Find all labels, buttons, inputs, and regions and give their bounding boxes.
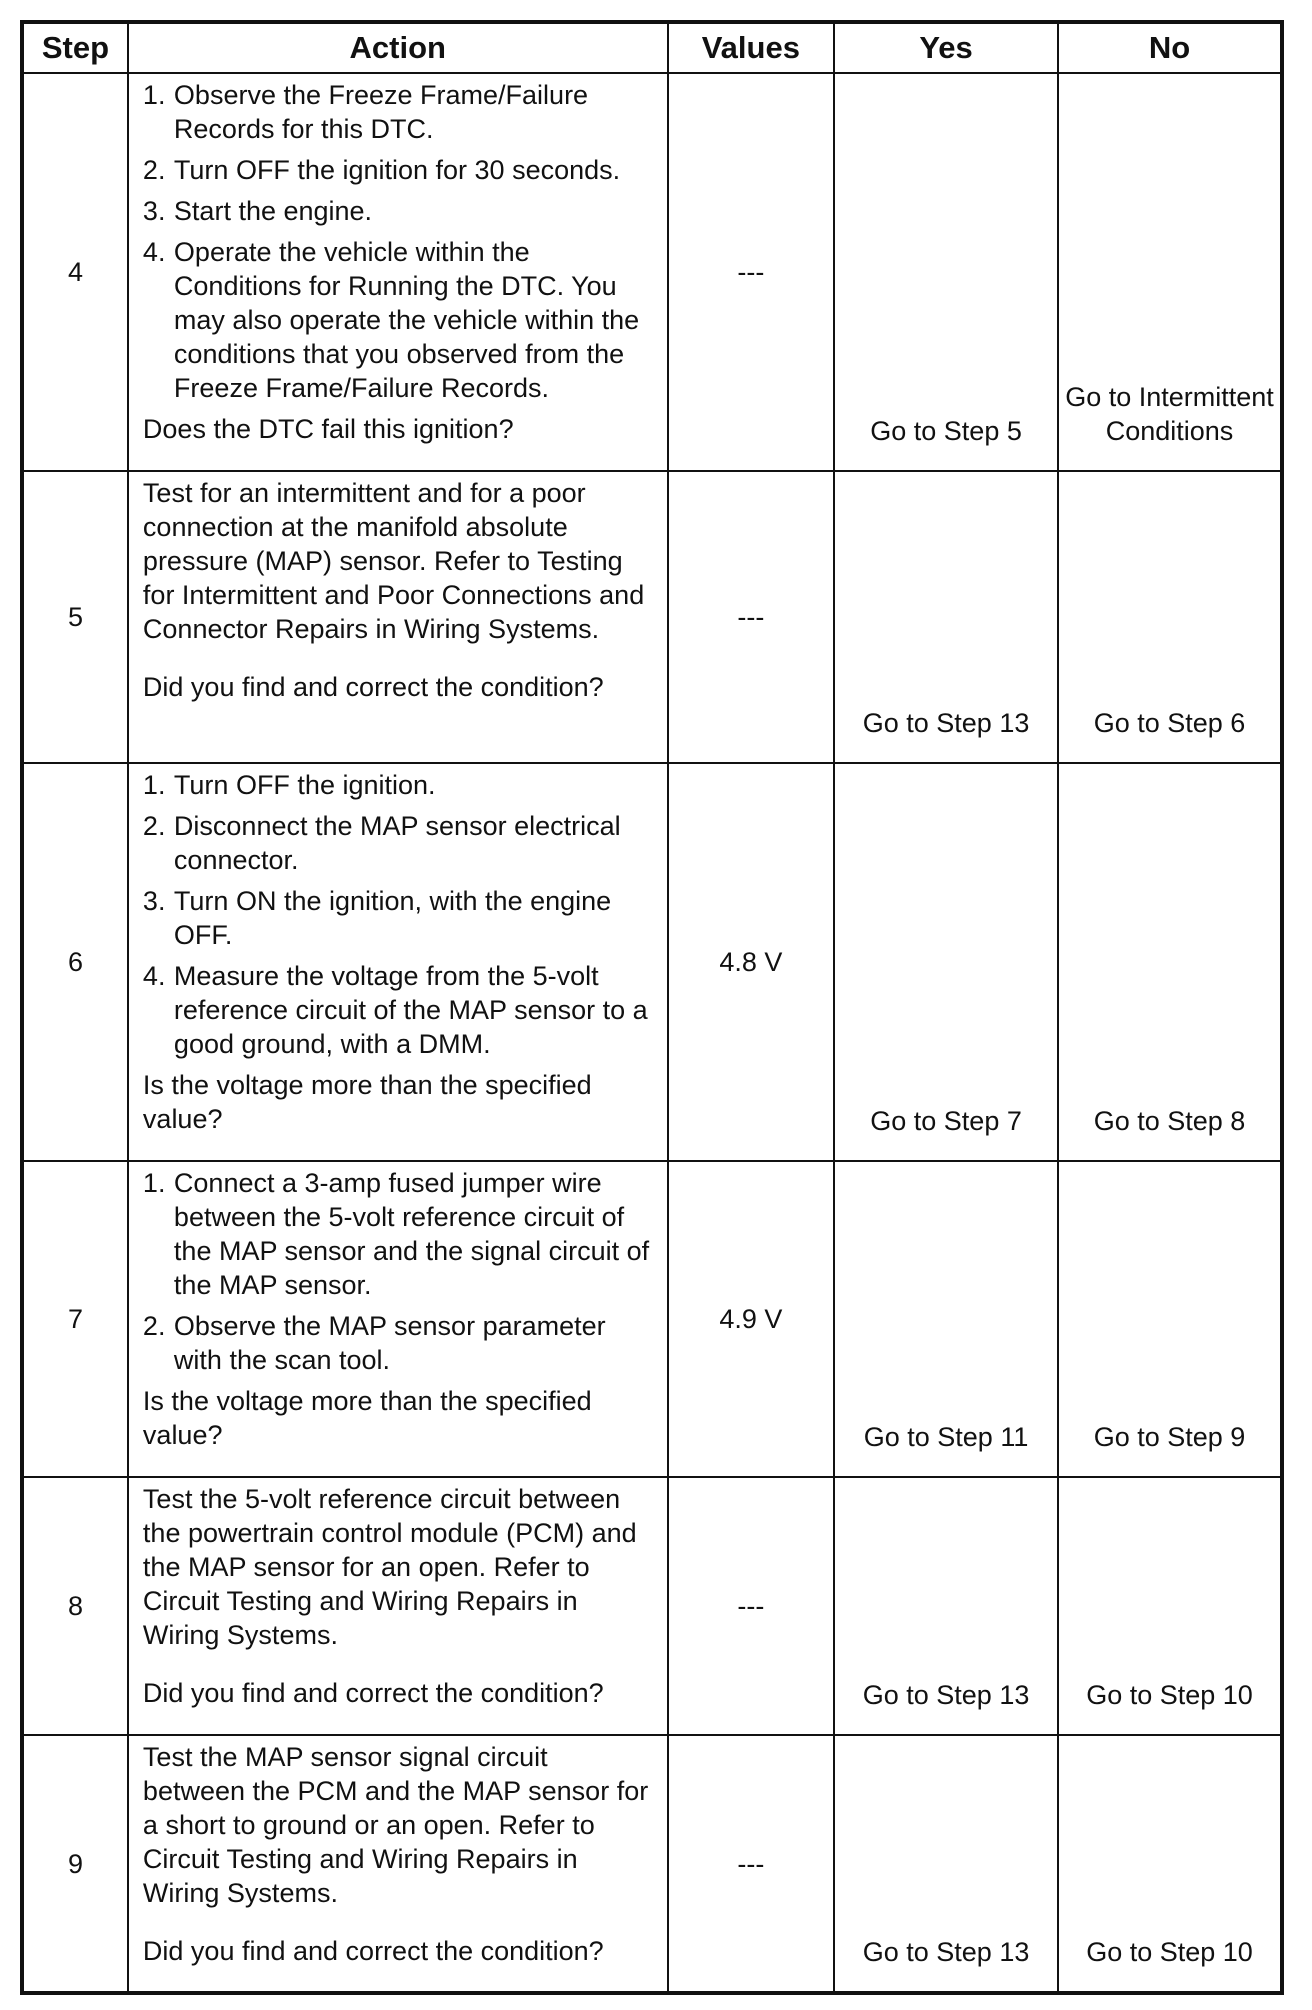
action-question: Does the DTC fail this ignition? — [142, 414, 514, 444]
action-item-text: Operate the vehicle within the Conditions for Running the DTC. You may also operate the vehicle within the conditions that you observed from the Freeze Frame/Failure Records. — [173, 237, 640, 403]
header-values: Values — [668, 22, 834, 73]
header-step: Step — [22, 22, 128, 73]
header-row — [22, 22, 1282, 73]
table-row — [22, 73, 1282, 471]
action-item-text: Measure the voltage from the 5-volt reference circuit of the MAP sensor to a good ground, with a DMM. — [173, 961, 648, 1059]
no-cell: Go to Step 6 — [1058, 471, 1282, 763]
value-cell: --- — [668, 1477, 834, 1735]
list-item: 1. Observe the Freeze Frame/Failure Records for this DTC. — [142, 80, 589, 144]
step-number: 9 — [22, 1735, 128, 1993]
action-item-text: Start the engine. — [173, 196, 373, 226]
action-cell — [128, 1735, 668, 1993]
action-text: Test for an intermittent and for a poor connection at the manifold absolute pressure (MAP) sensor. Refer to Testing for Intermittent and Poor Connections and Connector Repairs in Wiring Systems. — [142, 478, 645, 644]
step-number: 7 — [22, 1161, 128, 1477]
value-cell: 4.8 V — [668, 763, 834, 1161]
no-cell: Go to Step 10 — [1058, 1477, 1282, 1735]
table-row — [22, 1735, 1282, 1993]
no-cell: Go to Intermittent Conditions — [1058, 73, 1282, 471]
value-cell: 4.9 V — [668, 1161, 834, 1477]
no-cell: Go to Step 10 — [1058, 1735, 1282, 1993]
action-item-text: Connect a 3-amp fused jumper wire between the 5-volt reference circuit of the MAP sensor and the signal circuit of the MAP sensor. — [173, 1168, 650, 1300]
list-item: 2. Observe the MAP sensor parameter with the scan tool. — [142, 1311, 606, 1375]
action-question: Is the voltage more than the specified value? — [142, 1386, 592, 1450]
table-row — [22, 471, 1282, 763]
action-item-text: Turn ON the ignition, with the engine OFF. — [173, 886, 612, 950]
list-item: 3. Start the engine. — [142, 196, 373, 226]
yes-cell: Go to Step 13 — [834, 1477, 1058, 1735]
yes-cell: Go to Step 5 — [834, 73, 1058, 471]
no-cell: Go to Step 8 — [1058, 763, 1282, 1161]
action-text: Test the 5-volt reference circuit between the powertrain control module (PCM) and the MAP sensor for an open. Refer to Circuit Testing and Wiring Repairs in Wiring Systems. — [142, 1484, 637, 1650]
action-list — [143, 1166, 657, 1377]
no-cell: Go to Step 9 — [1058, 1161, 1282, 1477]
action-cell — [128, 1477, 668, 1735]
yes-cell: Go to Step 13 — [834, 471, 1058, 763]
value-cell: --- — [668, 73, 834, 471]
action-item-text: Observe the Freeze Frame/Failure Records for this DTC. — [173, 80, 589, 144]
header-yes: Yes — [834, 22, 1058, 73]
diagnostic-table — [20, 20, 1284, 1995]
step-number: 6 — [22, 763, 128, 1161]
action-text: Test the MAP sensor signal circuit between the PCM and the MAP sensor for a short to ground or an open. Refer to Circuit Testing and Wiring Repairs in Wiring Systems. — [142, 1742, 649, 1908]
value-cell: --- — [668, 471, 834, 763]
step-number: 4 — [22, 73, 128, 471]
action-cell — [128, 471, 668, 763]
list-item: 2. Disconnect the MAP sensor electrical connector. — [142, 811, 621, 875]
action-list — [143, 768, 657, 1061]
list-item: 2. Turn OFF the ignition for 30 seconds. — [142, 155, 621, 185]
header-action: Action — [128, 22, 668, 73]
list-item: 1. Connect a 3-amp fused jumper wire between the 5-volt reference circuit of the MAP sensor and the signal circuit of the MAP sensor. — [142, 1168, 650, 1300]
table-row — [22, 1477, 1282, 1735]
table-row — [22, 1161, 1282, 1477]
action-item-text: Observe the MAP sensor parameter with the scan tool. — [173, 1311, 606, 1375]
action-question: Did you find and correct the condition? — [142, 1936, 604, 1966]
list-item: 4. Operate the vehicle within the Conditions for Running the DTC. You may also operate the vehicle within the conditions that you observed from the Freeze Frame/Failure Records. — [142, 237, 640, 403]
action-item-text: Turn OFF the ignition for 30 seconds. — [173, 155, 621, 185]
action-cell — [128, 73, 668, 471]
action-item-text: Disconnect the MAP sensor electrical connector. — [173, 811, 621, 875]
action-question: Did you find and correct the condition? — [142, 672, 604, 702]
step-number: 8 — [22, 1477, 128, 1735]
action-question: Is the voltage more than the specified value? — [142, 1070, 592, 1134]
header-no: No — [1058, 22, 1282, 73]
list-item: 3. Turn ON the ignition, with the engine OFF. — [142, 886, 612, 950]
step-number: 5 — [22, 471, 128, 763]
action-list — [143, 78, 657, 405]
action-item-text: Turn OFF the ignition. — [173, 770, 436, 800]
value-cell: --- — [668, 1735, 834, 1993]
yes-cell: Go to Step 7 — [834, 763, 1058, 1161]
action-cell — [128, 763, 668, 1161]
yes-cell: Go to Step 13 — [834, 1735, 1058, 1993]
action-cell — [128, 1161, 668, 1477]
list-item: 4. Measure the voltage from the 5-volt reference circuit of the MAP sensor to a good ground, with a DMM. — [142, 961, 648, 1059]
action-question: Did you find and correct the condition? — [142, 1678, 604, 1708]
yes-cell: Go to Step 11 — [834, 1161, 1058, 1477]
table-row — [22, 763, 1282, 1161]
list-item: 1. Turn OFF the ignition. — [142, 770, 436, 800]
